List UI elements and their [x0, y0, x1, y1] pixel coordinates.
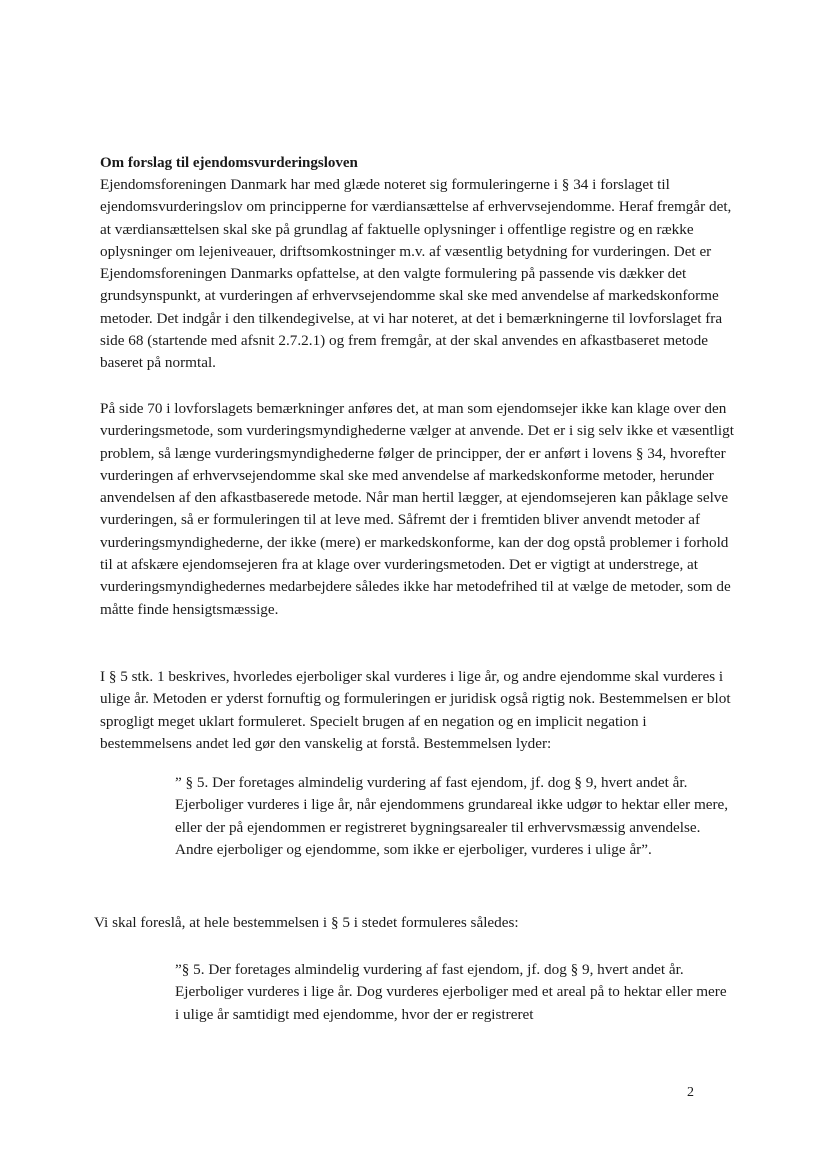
quote-current-text: ” § 5. Der foretages almindelig vurdering af fast ejendom, jf. dog § 9, hvert andet år. Ejerboliger vurderes i lige år, når ejendommens grundareal ikke udgør to hektar eller mere, eller der på ejendommen er registreret bygningsarealer til erhvervsmæssig anvendelse. Andre ejerboliger og ejendomme, som ikke er ejerboliger, vurderes i ulige år”. [175, 774, 729, 858]
paragraph-section-5: I § 5 stk. 1 beskrives, hvorledes ejerboliger skal vurderes i lige år, og andre ejendomme skal vurderes i ulige år. Metoden er yderst fornuftig og formuleringen er juridisk også rigtig nok. Bestemmelsen er blot sprogligt meget uklart formuleret. Specielt brugen af en negation og en implicit negation i bestemmelsens andet led gør den vanskelig at forstå. Bestemmelsen lyder: [100, 668, 731, 752]
section-heading: Om forslag til ejendomsvurderingsloven [100, 155, 358, 171]
paragraph-intro: Ejendomsforeningen Danmark har med glæde noteret sig formuleringerne i § 34 i forslaget til ejendomsvurderingslov om principperne for værdiansættelse af erhvervsejendomme. Heraf fremgår det, at værdiansættelsen skal ske på grundlag af faktuelle oplysninger i offentlige registre og en række oplysninger om lejeniveauer, driftsomkostninger m.v. af væsentlig betydning for vurderingen. Det er Ejendomsforeningen Danmarks opfattelse, at den valgte formulering på passende vis dækker det grundsynspunkt, at vurderingen af erhvervsejendomme skal ske med anvendelse af markedskonforme metoder. Det indgår i den tilkendegivelse, at vi har noteret, at det i bemærkningerne til lovforslaget fra side 68 (startende med afsnit 2.7.2.1) og frem fremgår, at der skal anvendes en afkastbaseret metode baseret på normtal. [100, 176, 732, 372]
paragraph-complaint: På side 70 i lovforslagets bemærkninger anføres det, at man som ejendomsejer ikke kan klage over den vurderingsmetode, som vurderingsmyndighederne vælger at anvende. Det er i sig selv ikke et væsentligt problem, så længe vurderingsmyndighederne følger de principper, der er anført i lovens § 34, hvorefter vurderingen af erhvervsejendomme skal ske med anvendelse af markedskonforme metoder, herunder anvendelsen af den afkastbaserede metode. Når man hertil lægger, at ejendomsejeren kan påklage selve vurderingen, så er formuleringen til at leve med. Såfremt der i fremtiden bliver anvendt metoder af vurderingsmyndighederne, der ikke (mere) er markedskonforme, kan der dog opstå problemer i forhold til at afskære ejendomsejeren fra at klage over vurderingsmetoden. Det er vigtigt at understrege, at vurderingsmyndighedernes medarbejdere således ikke har metodefrihed til at vælge de metoder, som de måtte finde hensigtsmæssige. [100, 400, 734, 618]
quote-proposed-text: ”§ 5. Der foretages almindelig vurdering af fast ejendom, jf. dog § 9, hvert andet år. Ejerboliger vurderes i lige år. Dog vurderes ejerboliger med et areal på to hektar eller mere i ulige år samtidigt med ejendomme, hvor der er registreret [175, 961, 727, 1023]
page-number: 2 [687, 1085, 694, 1100]
paragraph-proposal: Vi skal foreslå, at hele bestemmelsen i § 5 i stedet formuleres således: [94, 914, 519, 931]
